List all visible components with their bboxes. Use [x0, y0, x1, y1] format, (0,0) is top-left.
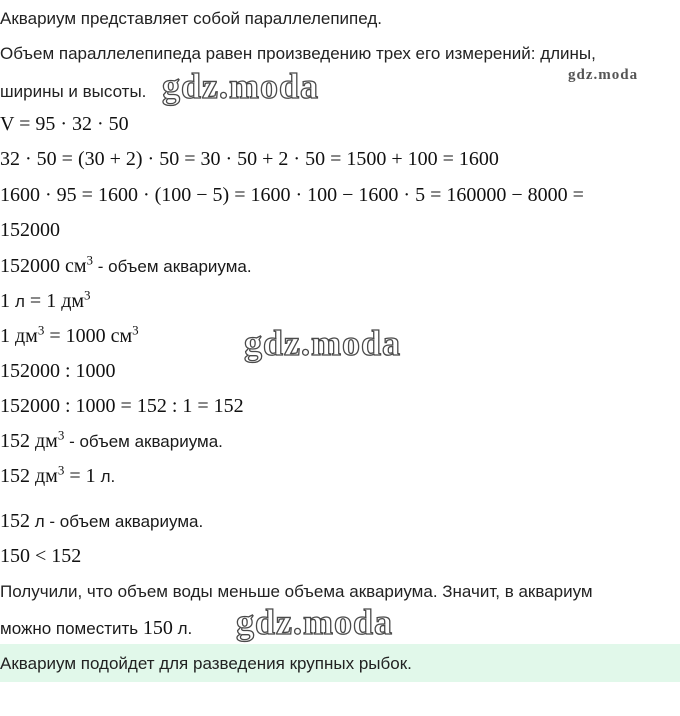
- formula: = 1 дм: [24, 290, 85, 312]
- formula: 1: [0, 290, 15, 312]
- exponent: 3: [132, 322, 139, 338]
- formula-text: - объем аквариума.: [93, 257, 252, 276]
- formula: = 1: [64, 465, 101, 487]
- text-line: [0, 618, 192, 638]
- text-line: ширины и высоты.: [0, 82, 147, 101]
- formula-line: [0, 462, 116, 487]
- formula-line: 152000 : 1000 = 152 : 1 = 152: [0, 395, 244, 417]
- formula: 152 дм: [0, 465, 58, 487]
- formula-line: 152000: [0, 219, 60, 241]
- formula-line: [0, 252, 252, 277]
- formula-line: [0, 427, 223, 452]
- formula-line: [0, 322, 139, 347]
- exponent: 3: [57, 462, 65, 478]
- formula-line: V = 95 · 32 · 50: [0, 113, 129, 135]
- formula-text: - объем аквариума.: [64, 432, 223, 451]
- formula-line: 32 · 50 = (30 + 2) · 50 = 30 · 50 + 2 · 50 = 1500 + 100 = 1600: [0, 148, 499, 170]
- answer-box: [0, 644, 680, 682]
- formula-text: л.: [172, 619, 193, 638]
- formula-text: л - объем аквариума.: [30, 512, 204, 531]
- watermark-small: gdz.moda: [568, 67, 639, 83]
- formula-text: л: [15, 292, 25, 311]
- exponent: 3: [57, 427, 65, 443]
- watermark: gdz.moda: [162, 66, 320, 106]
- formula: 152000 см: [0, 255, 87, 277]
- formula-line: 1600 · 95 = 1600 · (100 − 5) = 1600 · 100 − 1600 · 5 = 160000 − 8000 =: [0, 184, 584, 206]
- exponent: 3: [86, 252, 94, 268]
- exponent: 3: [84, 287, 91, 303]
- formula: 150: [142, 617, 173, 639]
- formula-text: можно поместить: [0, 619, 143, 638]
- text-line: Аквариум представляет собой параллелепипед.: [0, 9, 382, 28]
- formula-line: [0, 511, 203, 531]
- watermark: gdz.moda: [236, 602, 394, 642]
- formula: 152: [0, 510, 30, 532]
- answer-text: Аквариум подойдет для разведения крупных рыбок.: [0, 654, 412, 673]
- text-line: Объем параллелепипеда равен произведению трех его измерений: длины,: [0, 44, 596, 63]
- formula-line: [0, 287, 91, 312]
- formula-line: 150 < 152: [0, 545, 82, 567]
- formula: 152 дм: [0, 430, 58, 452]
- text-line: Получили, что объем воды меньше объема аквариума. Значит, в аквариум: [0, 582, 593, 601]
- formula: 1 дм: [0, 325, 38, 347]
- watermark: gdz.moda: [244, 323, 402, 363]
- exponent: 3: [37, 322, 45, 338]
- formula: = 1000 см: [44, 325, 133, 347]
- formula-line: 152000 : 1000: [0, 360, 116, 382]
- formula-text: л.: [100, 467, 116, 486]
